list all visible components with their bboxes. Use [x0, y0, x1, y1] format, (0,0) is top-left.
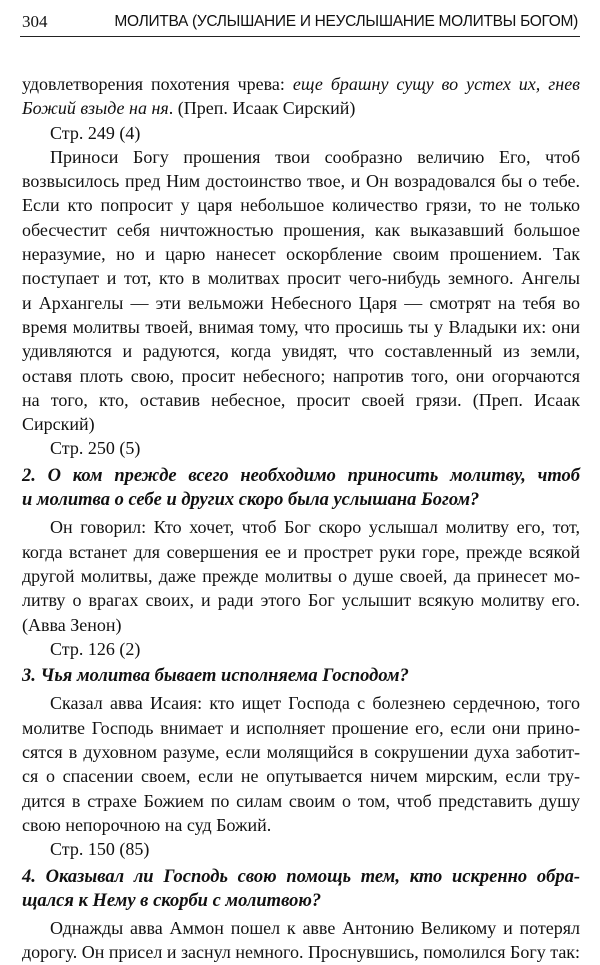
paragraph [22, 515, 580, 636]
text-line: молитве Господь внимает и исполняет прошение его, если они прино- [22, 717, 580, 738]
text-line: дится в страхе Божием по силам своим о том, чтоб представить душу [22, 790, 580, 811]
text-line: оставя плоть свою, просит небесного; напротив того, они огорчаются [22, 365, 580, 386]
text-line: Если кто попросит у царя небольшое количество грязи, то не только [22, 195, 580, 216]
text-line: Сказал авва Исаия: кто ищет Господа с болезнею сердечною, того [50, 693, 580, 714]
question-heading [22, 464, 580, 513]
italic-quote: еще брашну сущу во устех их, гнев [292, 74, 580, 94]
text-line: поступает и тот, кто в молитвах просит чего-нибудь земного. Ангелы [22, 268, 580, 289]
text-line: Приноси Богу прошения твои сообразно величию Его, чтоб [50, 146, 580, 167]
text-line: Сирский) [22, 414, 95, 435]
page-body [22, 72, 580, 965]
source-reference [22, 121, 580, 145]
text-line: ся о спасении своем, если не опутывается ничем мирским, если тру- [22, 766, 580, 787]
text-segment: удовлетворения похотения чрева: [22, 74, 293, 94]
text-line [22, 72, 580, 96]
text-line: удивляются и радуются, когда увидят, что составленный из земли, [22, 341, 580, 362]
text-line: 3. Чья молитва бывает исполняема Господом? [22, 666, 409, 687]
source-reference [22, 436, 580, 460]
text-line: щался к Нему в скорби с молитвою? [22, 890, 322, 911]
text-line: обесчестит себя ничтожностью прошения, как выказавший большое [22, 219, 580, 240]
text-line: дорогу. Он присел и заснул немного. Проснувшись, помолился Богу так: [22, 942, 581, 963]
source-reference [22, 637, 580, 661]
text-segment: . (Преп. Исаак Сирский) [168, 98, 356, 119]
text-line: 2. О ком прежде всего необходимо приносить молитву, чтоб [22, 465, 580, 486]
question-heading [22, 865, 580, 914]
paragraph [22, 72, 580, 121]
text-line: Стр. 126 (2) [50, 638, 141, 659]
text-line: другой молитвы, даже прежде молитвы о душе своей, да принесет мо- [22, 565, 580, 586]
text-line: Стр. 250 (5) [50, 438, 141, 459]
text-line: возвысилось пред Ним достоинство твое, и Он возрадовался бы о тебе. [22, 171, 580, 192]
running-header [20, 6, 580, 37]
text-line: когда встанет для совершения ее и прострет руки горе, прежде всякой [22, 541, 580, 562]
text-line: на того, кто, оставив небесное, просит своей грязи. (Преп. Исаак [22, 389, 580, 410]
text-line: Он говорил: Кто хочет, чтоб Бог скоро услышал молитву его, тот, [50, 517, 580, 538]
source-reference [22, 837, 580, 861]
text-line: свою непорочною на суд Божий. [22, 814, 272, 835]
text-line: 4. Оказывал ли Господь свою помощь тем, кто искренно обра- [22, 866, 580, 887]
text-line: и молитва о себе и других скоро была услышана Богом? [22, 490, 480, 511]
paragraph [22, 916, 580, 965]
text-line: сятся в духовном разуме, если молящийся в сокрушении духа заботит- [22, 742, 580, 763]
question-heading [22, 664, 580, 688]
text-line: (Авва Зенон) [22, 614, 122, 635]
text-line: и Архангелы — эти вельможи Небесного Царя — смотрят на тебя во [22, 292, 580, 313]
paragraph [22, 691, 580, 837]
text-line: Стр. 150 (85) [50, 839, 150, 860]
text-line: Однажды авва Аммон пошел к авве Антонию Великому и потерял [50, 918, 580, 939]
text-line [22, 96, 580, 120]
paragraph [22, 145, 580, 437]
text-line: Стр. 249 (4) [50, 122, 141, 143]
page-number: 304 [22, 12, 48, 31]
running-title: МОЛИТВА (УСЛЫШАНИЕ И НЕУСЛЫШАНИЕ МОЛИТВЫ БОГОМ) [114, 13, 578, 30]
text-line: время молитвы твоей, внимая тому, что просишь ты у Владыки их: они [22, 316, 580, 337]
italic-quote: Божий взыде на ня [22, 98, 169, 119]
text-line: литву о врагах своих, и ради этого Бог услышит всякую молитву его. [22, 590, 580, 611]
text-line: неразумие, но и царю нанесет оскорбление своим прошением. Так [22, 244, 580, 265]
